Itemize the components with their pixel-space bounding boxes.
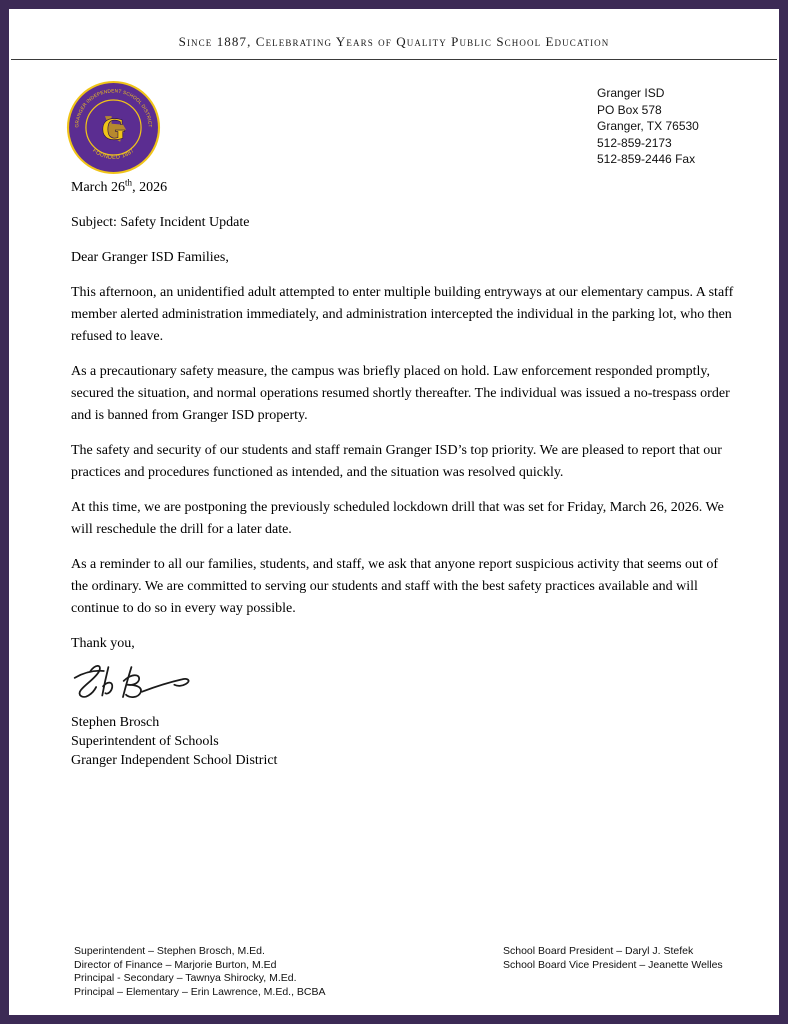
salutation: Dear Granger ISD Families,: [71, 250, 229, 265]
footer-line-superintendent: Superintendent – Stephen Brosch, M.Ed.: [74, 945, 265, 957]
address-line: PO Box 578: [597, 102, 662, 117]
signer-title: Superintendent of Schools: [71, 734, 219, 749]
footer-line-board-president: School Board President – Daryl J. Stefek: [503, 945, 694, 957]
body-paragraph-4: At this time, we are postponing the previously scheduled lockdown drill that was set for Friday, March 26, 2026. We will reschedule the drill for a later date.: [71, 500, 724, 537]
header-divider: [11, 59, 777, 60]
logo-ring-text: GRANGER INDEPENDENT SCHOOL DISTRICT: [75, 89, 152, 128]
address-line: Granger ISD: [597, 86, 665, 100]
logo-monogram: G: [101, 111, 126, 147]
footer-line-secondary-principal: Principal - Secondary – Tawnya Shirocky, M.Ed.: [74, 972, 297, 984]
logo-founded-text: FOUNDED 1887: [91, 147, 136, 161]
signer-name: Stephen Brosch: [71, 715, 160, 730]
date-day: March 26: [71, 180, 126, 195]
signature-image: [67, 659, 205, 709]
date-ordinal: th: [125, 177, 133, 188]
address-line: 512-859-2173: [597, 135, 672, 150]
footer-right-column: [503, 945, 723, 972]
address-block: [597, 85, 699, 168]
footer-line-board-vice-president: School Board Vice President – Jeanette Welles: [503, 958, 723, 971]
body-paragraph-3: The safety and security of our students and staff remain Granger ISD’s top priority. We are pleased to report that our practices and procedures functioned as intended, and the situation was resolved quickly.: [71, 443, 722, 480]
address-line: Granger, TX 76530: [597, 119, 699, 133]
signer-org: Granger Independent School District: [71, 753, 278, 768]
footer-line-elementary-principal: Principal – Elementary – Erin Lawrence, M.Ed., BCBA: [74, 985, 326, 998]
subject-line: Subject: Safety Incident Update: [71, 215, 250, 230]
footer-line-finance: Director of Finance – Marjorie Burton, M.Ed: [74, 958, 277, 971]
date-year: , 2026: [132, 180, 168, 195]
letter-body: [71, 177, 735, 770]
address-line: 512-859-2446 Fax: [597, 152, 696, 166]
body-paragraph-1: This afternoon, an unidentified adult attempted to enter multiple building entryways at our elementary campus. A staff member alerted administration immediately, and administration intercepted the individual in the parking lot, who then refused to leave.: [71, 285, 734, 344]
letter-date: [71, 177, 735, 199]
banner-text: Since 1887, Celebrating Years of Quality Public School Education: [178, 34, 610, 49]
district-logo: [66, 80, 161, 175]
body-paragraph-2: As a precautionary safety measure, the campus was briefly placed on hold. Law enforcement responded promptly, secured the situation, and normal operations resumed shortly thereafter. The individual was issued a no-trespass order and is banned from Granger ISD property.: [71, 364, 730, 423]
closing: Thank you,: [71, 636, 135, 651]
body-paragraph-5: As a reminder to all our families, students, and staff, we ask that anyone report suspicious activity that seems out of the ordinary. We are committed to serving our students and staff with the best safety practices available and will continue to do so in every way possible.: [71, 557, 719, 616]
footer-left-column: [74, 945, 326, 999]
